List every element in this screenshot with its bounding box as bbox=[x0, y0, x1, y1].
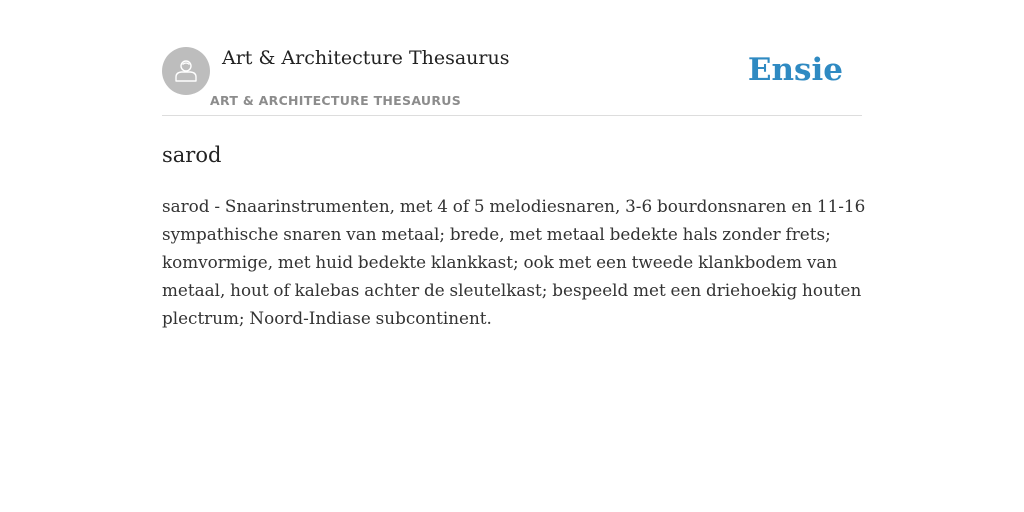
entry-header bbox=[162, 40, 862, 116]
entry-term: sarod bbox=[162, 143, 222, 167]
source-title-link[interactable]: Art & Architecture Thesaurus bbox=[222, 47, 510, 69]
source-subtitle-link[interactable]: ART & ARCHITECTURE THESAURUS bbox=[210, 93, 462, 108]
avatar[interactable] bbox=[162, 47, 210, 95]
user-icon bbox=[171, 56, 201, 86]
entry-definition: sarod - Snaarinstrumenten, met 4 of 5 melodiesnaren, 3-6 bourdonsnaren en 11-16 sympathische snaren van metaal; brede, met metaal bedekte hals zonder frets; komvormige, met huid bedekte klankkast; ook met een tweede klankbodem van metaal, hout of kalebas achter de sleutelkast; bespeeld met een driehoekig houten plectrum; Noord-Indiase subcontinent. bbox=[162, 196, 866, 328]
ensie-logo[interactable]: Ensie bbox=[747, 52, 843, 88]
